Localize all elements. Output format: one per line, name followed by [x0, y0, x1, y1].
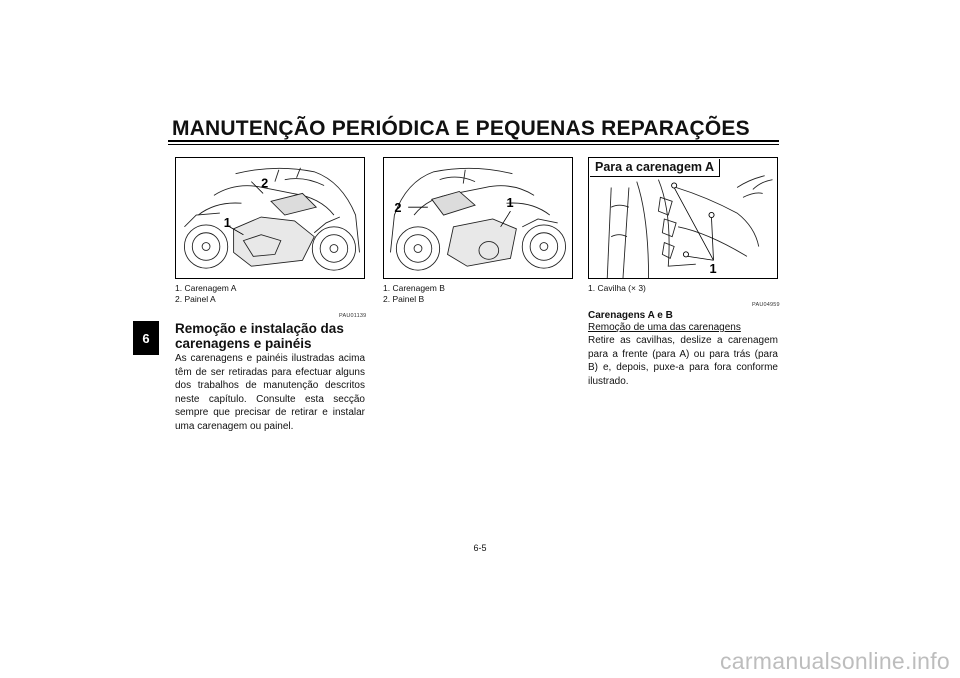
caption-line: 1. Carenagem A — [175, 283, 237, 293]
motorcycle-left-illustration — [176, 158, 364, 278]
caption-line: 2. Painel B — [383, 294, 425, 304]
caption-figure-b — [383, 283, 445, 305]
section-heading: Remoção e instalação das carenagens e painéis — [175, 321, 344, 351]
caption-line: 2. Painel A — [175, 294, 216, 304]
caption-line: 1. Carenagem B — [383, 283, 445, 293]
section-code: PAU04959 — [752, 302, 780, 308]
callout-1: 1 — [709, 261, 717, 277]
figure-fairing-b — [383, 157, 573, 279]
chapter-tab: 6 — [133, 321, 159, 355]
title-rule — [168, 140, 779, 142]
title-rule-thin — [168, 144, 779, 145]
section-body: As carenagens e painéis ilustradas acima têm de ser retiradas para efectuar alguns dos trabalhos de manutenção descritos neste capítulo. Consulte esta secção sempre que precisar de retirar e instalar uma carenagem ou painel. — [175, 353, 365, 432]
caption-line: 1. Cavilha (× 3) — [588, 283, 646, 293]
section-subheading: Remoção de uma das carenagens — [588, 322, 741, 333]
callout-1: 1 — [506, 195, 514, 211]
figure-title: Para a carenagem A — [590, 159, 720, 177]
callout-1: 1 — [223, 214, 231, 230]
figure-bolt-detail — [588, 157, 778, 279]
section-body: Retire as cavilhas, deslize a carenagem para a frente (para A) ou para trás (para B) e, depois, puxe-a para fora conforme ilustrado. — [588, 335, 778, 387]
page-number: 6-5 — [473, 543, 487, 553]
caption-figure-a — [175, 283, 236, 305]
callout-2: 2 — [261, 175, 269, 191]
callout-2: 2 — [394, 200, 402, 216]
section-heading: Carenagens A e B — [588, 310, 673, 321]
page-title: MANUTENÇÃO PERIÓDICA E PEQUENAS REPARAÇÕES — [172, 117, 750, 140]
watermark: carmanualsonline.info — [719, 648, 950, 674]
figure-fairing-a — [175, 157, 365, 279]
caption-figure-c — [588, 283, 646, 294]
motorcycle-right-illustration — [384, 158, 572, 278]
section-code: PAU01139 — [339, 313, 367, 319]
